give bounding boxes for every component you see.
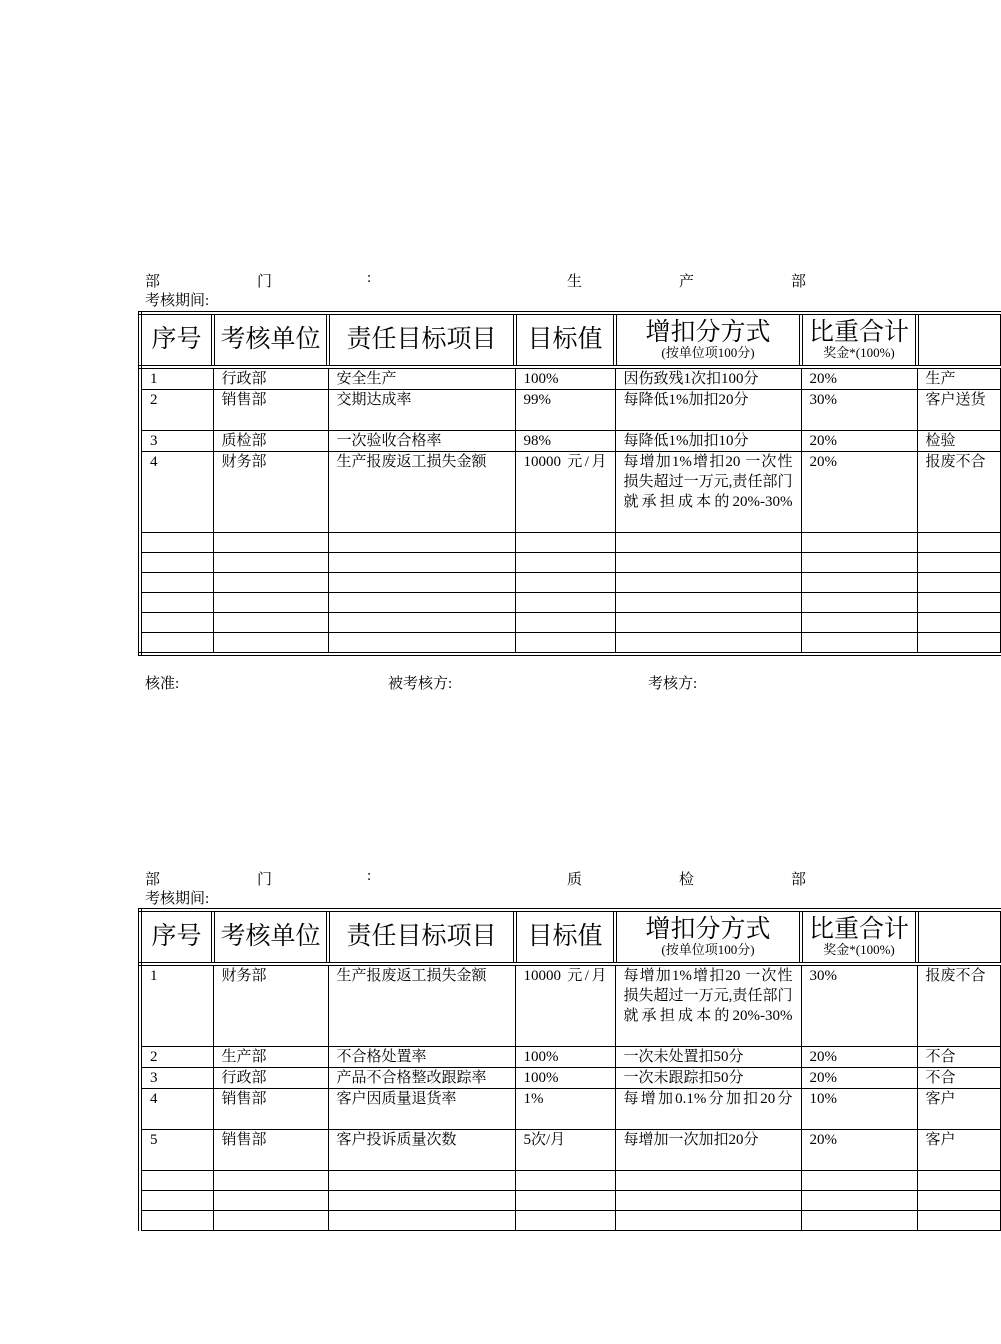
col-header-extra	[917, 910, 1000, 964]
cell-method: 每增加0.1%分加扣20分	[615, 1089, 801, 1130]
cell-no: 3	[140, 431, 213, 452]
cell-weight: 20%	[801, 431, 917, 452]
dept-char: 部	[145, 872, 161, 888]
assessee-label: 被考核方:	[388, 676, 453, 692]
col-header-no: 序号	[140, 910, 213, 964]
approve-label: 核准:	[145, 676, 180, 692]
cell-item: 生产报废返工损失金额	[328, 452, 515, 533]
cell-unit: 财务部	[213, 452, 328, 533]
cell-extra: 报废不合	[917, 452, 1000, 533]
cell-extra: 客户	[917, 1130, 1000, 1171]
cell-item: 交期达成率	[328, 390, 515, 431]
table-row	[140, 1047, 1000, 1068]
cell-item: 一次验收合格率	[328, 431, 515, 452]
empty-row	[140, 533, 1000, 553]
cell-target: 99%	[515, 390, 615, 431]
col-header-weight	[801, 313, 917, 367]
cell-no: 3	[140, 1068, 213, 1089]
empty-row	[140, 613, 1000, 633]
cell-weight: 20%	[801, 1068, 917, 1089]
cell-method: 因伤致残1次扣100分	[615, 367, 801, 390]
cell-extra: 检验	[917, 431, 1000, 452]
col-header-no: 序号	[140, 313, 213, 367]
method-title: 增扣分方式	[645, 319, 771, 346]
empty-row	[140, 593, 1000, 613]
assessment-period-label: 考核期间:	[145, 891, 210, 907]
cell-unit: 行政部	[213, 1068, 328, 1089]
cell-target: 10000 元/月	[515, 964, 615, 1047]
col-header-method	[615, 910, 801, 964]
weight-title: 比重合计	[808, 916, 909, 943]
method-title: 增扣分方式	[645, 916, 771, 943]
table-row	[140, 1130, 1000, 1171]
col-header-unit: 考核单位	[213, 910, 328, 964]
cell-no: 5	[140, 1130, 213, 1171]
table-row	[140, 431, 1000, 452]
cell-weight: 30%	[801, 964, 917, 1047]
dept-char: :	[367, 270, 372, 286]
dept-name-char: 质	[567, 872, 583, 888]
cell-weight: 30%	[801, 390, 917, 431]
cell-target: 1%	[515, 1089, 615, 1130]
col-header-method	[615, 313, 801, 367]
empty-row	[140, 1211, 1000, 1231]
assessment-table	[138, 908, 986, 1228]
dept-name-char: 部	[791, 872, 807, 888]
col-header-item: 责任目标项目	[328, 313, 515, 367]
cell-extra: 不合	[917, 1068, 1000, 1089]
cell-no: 1	[140, 964, 213, 1047]
cell-unit: 销售部	[213, 1130, 328, 1171]
cell-target: 100%	[515, 367, 615, 390]
table-row	[140, 964, 1000, 1047]
col-header-extra	[917, 313, 1000, 367]
cell-extra: 客户	[917, 1089, 1000, 1130]
department-line	[145, 270, 965, 288]
cell-target: 100%	[515, 1047, 615, 1068]
table-row	[140, 390, 1000, 431]
col-header-target: 目标值	[515, 910, 615, 964]
cell-target: 5次/月	[515, 1130, 615, 1171]
method-subtitle: (按单位项100分)	[661, 345, 755, 360]
cell-method: 每降低1%加扣20分	[615, 390, 801, 431]
cell-method: 一次未跟踪扣50分	[615, 1068, 801, 1089]
cell-item: 客户因质量退货率	[328, 1089, 515, 1130]
cell-no: 2	[140, 390, 213, 431]
cell-unit: 质检部	[213, 431, 328, 452]
cell-extra: 不合	[917, 1047, 1000, 1068]
dept-name-char: 生	[567, 274, 583, 290]
cell-target: 100%	[515, 1068, 615, 1089]
cell-weight: 20%	[801, 1047, 917, 1068]
cell-extra: 报废不合	[917, 964, 1000, 1047]
table-header-row	[140, 313, 1000, 367]
table-row	[140, 1089, 1000, 1130]
weight-subtitle: 奖金*(100%)	[823, 942, 895, 957]
table-row	[140, 367, 1000, 390]
cell-target: 10000 元/月	[515, 452, 615, 533]
assessor-label: 考核方:	[648, 676, 698, 692]
empty-row	[140, 553, 1000, 573]
cell-extra: 客户送货	[917, 390, 1000, 431]
assessment-period-label: 考核期间:	[145, 293, 210, 309]
cell-item: 产品不合格整改跟踪率	[328, 1068, 515, 1089]
dept-char: 门	[257, 274, 273, 290]
cell-item: 生产报废返工损失金额	[328, 964, 515, 1047]
col-header-unit: 考核单位	[213, 313, 328, 367]
cell-method: 每降低1%加扣10分	[615, 431, 801, 452]
empty-row	[140, 633, 1000, 655]
cell-item: 客户投诉质量次数	[328, 1130, 515, 1171]
dept-name-char: 产	[679, 274, 695, 290]
weight-title: 比重合计	[808, 319, 909, 346]
cell-method: 每增加一次加扣20分	[615, 1130, 801, 1171]
dept-char: 门	[257, 872, 273, 888]
cell-weight: 20%	[801, 367, 917, 390]
cell-weight: 10%	[801, 1089, 917, 1130]
cell-method: 一次未处置扣50分	[615, 1047, 801, 1068]
dept-char: 部	[145, 274, 161, 290]
cell-method: 每增加1%增扣20 一次性损失超过一万元,责任部门就承担成本的20%-30%	[615, 964, 801, 1047]
empty-row	[140, 1171, 1000, 1191]
cell-no: 2	[140, 1047, 213, 1068]
cell-weight: 20%	[801, 452, 917, 533]
col-header-target: 目标值	[515, 313, 615, 367]
cell-no: 4	[140, 452, 213, 533]
cell-target: 98%	[515, 431, 615, 452]
cell-unit: 生产部	[213, 1047, 328, 1068]
department-line	[145, 868, 965, 886]
empty-row	[140, 1191, 1000, 1211]
cell-no: 4	[140, 1089, 213, 1130]
cell-no: 1	[140, 367, 213, 390]
dept-name-char: 检	[679, 872, 695, 888]
table-header-row	[140, 910, 1000, 964]
cell-unit: 财务部	[213, 964, 328, 1047]
col-header-weight	[801, 910, 917, 964]
cell-method: 每增加1%增扣20 一次性损失超过一万元,责任部门就承担成本的20%-30%	[615, 452, 801, 533]
table-row	[140, 452, 1000, 533]
table-row	[140, 1068, 1000, 1089]
cell-item: 安全生产	[328, 367, 515, 390]
cell-item: 不合格处置率	[328, 1047, 515, 1068]
cell-unit: 销售部	[213, 390, 328, 431]
cell-extra: 生产	[917, 367, 1000, 390]
cell-weight: 20%	[801, 1130, 917, 1171]
method-subtitle: (按单位项100分)	[661, 942, 755, 957]
cell-unit: 销售部	[213, 1089, 328, 1130]
col-header-item: 责任目标项目	[328, 910, 515, 964]
cell-unit: 行政部	[213, 367, 328, 390]
assessment-table	[138, 311, 986, 656]
weight-subtitle: 奖金*(100%)	[823, 345, 895, 360]
empty-row	[140, 573, 1000, 593]
dept-char: :	[367, 868, 372, 884]
dept-name-char: 部	[791, 274, 807, 290]
